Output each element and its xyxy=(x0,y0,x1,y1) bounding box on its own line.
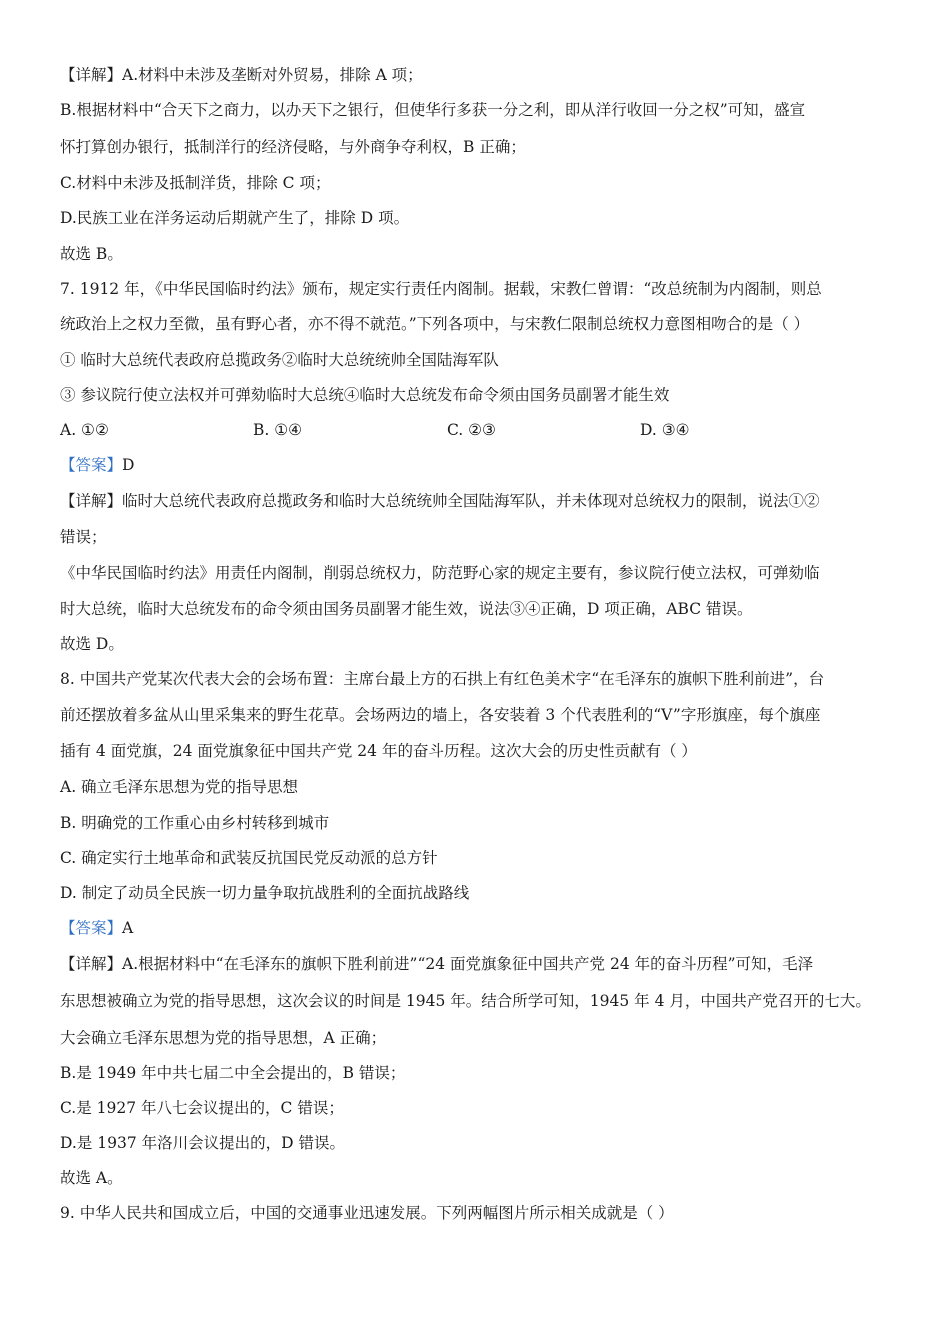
q8-option-b: B. 明确党的工作重心由乡村转移到城市 xyxy=(60,814,330,832)
q6-explanation-line xyxy=(60,64,900,86)
q7-explanation-line3: 《中华民国临时约法》用责任内阁制，削弱总统权力，防范野心家的规定主要有，参议院行使立法权，可弹劾临 xyxy=(60,564,820,582)
q7-explanation-line1 xyxy=(60,490,900,512)
q8-explanation-line4: B.是 1949 年中共七届二中全会提出的，B 错误； xyxy=(60,1064,406,1082)
q7-explanation-line4: 时大总统，临时大总统发布的命令须由国务员副署才能生效，说法③④正确，D 项正确，ABC 错误。 xyxy=(60,600,753,618)
q8-explanation-line1 xyxy=(60,953,900,975)
q8-option-c: C. 确定实行土地革命和武装反抗国民党反动派的总方针 xyxy=(60,849,438,867)
explanation-tag: 【详解】 xyxy=(60,492,123,510)
q7-option-a: A. ①② xyxy=(60,421,109,439)
q8-option-a: A. 确立毛泽东思想为党的指导思想 xyxy=(60,778,299,796)
q6-explanation-d: D.民族工业在洋务运动后期就产生了，排除 D 项。 xyxy=(60,209,410,227)
q8-stem-line2: 前还摆放着多盆从山里采集来的野生花草。会场两边的墙上，各安装着 3 个代表胜利的“V”字形旗座，每个旗座 xyxy=(60,706,821,724)
q8-stem-line3: 插有 4 面党旗，24 面党旗象征中国共产党 24 年的奋斗历程。这次大会的历史性贡献有（ ） xyxy=(60,742,697,760)
q8-explanation-line6: D.是 1937 年洛川会议提出的，D 错误。 xyxy=(60,1134,345,1152)
q7-option-d: D. ③④ xyxy=(640,421,690,439)
q7-explanation-line2: 错误； xyxy=(60,528,107,546)
explanation-tag: 【详解】 xyxy=(60,66,123,84)
explanation-tag: 【详解】 xyxy=(60,955,123,973)
q7-stem-line1: 7. 1912 年，《中华民国临时约法》颁布，规定实行责任内阁制。据载，宋教仁曾谓：“改总统制为内阁制，则总 xyxy=(60,280,822,298)
q8-conclusion: 故选 A。 xyxy=(60,1169,123,1187)
q7-option-c: C. ②③ xyxy=(447,421,496,439)
q8-answer-line xyxy=(60,917,900,939)
q7-conclusion: 故选 D。 xyxy=(60,635,124,653)
q7-option-b: B. ①④ xyxy=(253,421,303,439)
q8-explanation-line5: C.是 1927 年八七会议提出的，C 错误； xyxy=(60,1099,344,1117)
q7-explanation-text: 临时大总统代表政府总揽政务和临时大总统统帅全国陆海军队，并未体现对总统权力的限制，说法①② xyxy=(122,492,820,510)
q6-conclusion: 故选 B。 xyxy=(60,245,123,263)
q8-answer: A xyxy=(122,919,134,937)
q7-statements-line2: ③ 参议院行使立法权并可弹劾临时大总统④临时大总统发布命令须由国务员副署才能生效 xyxy=(60,386,670,404)
answer-tag: 【答案】 xyxy=(60,456,123,474)
q8-explanation-line2: 东思想被确立为党的指导思想，这次会议的时间是 1945 年。结合所学可知，1945 年 4 月，中国共产党召开的七大。 xyxy=(60,992,871,1010)
answer-tag: 【答案】 xyxy=(60,919,123,937)
q8-stem-line1: 8. 中国共产党某次代表大会的会场布置：主席台最上方的石拱上有红色美术字“在毛泽东的旗帜下胜利前进”，台 xyxy=(60,670,825,688)
q6-explanation-text: A.材料中未涉及垄断对外贸易，排除 A 项； xyxy=(122,66,423,84)
q6-explanation-c: C.材料中未涉及抵制洋货，排除 C 项； xyxy=(60,174,331,192)
q7-stem-line2: 统政治上之权力至微，虽有野心者，亦不得不就范。”下列各项中，与宋教仁限制总统权力意图相吻合的是（ ） xyxy=(60,315,810,333)
q8-option-d: D. 制定了动员全民族一切力量争取抗战胜利的全面抗战路线 xyxy=(60,884,470,902)
q6-explanation-b-line2: 怀打算创办银行，抵制洋行的经济侵略，与外商争夺利权，B 正确； xyxy=(60,138,526,156)
q9-stem-line1: 9. 中华人民共和国成立后，中国的交通事业迅速发展。下列两幅图片所示相关成就是（ ） xyxy=(60,1204,674,1222)
q8-explanation-line3: 大会确立毛泽东思想为党的指导思想，A 正确； xyxy=(60,1029,387,1047)
q6-explanation-b-line1: B.根据材料中“合天下之商力，以办天下之银行，但使华行多获一分之利，即从洋行收回一分之权”可知，盛宣 xyxy=(60,101,806,119)
q7-answer-line xyxy=(60,454,900,476)
q7-statements-line1: ① 临时大总统代表政府总揽政务②临时大总统统帅全国陆海军队 xyxy=(60,351,499,369)
q7-answer: D xyxy=(122,456,135,474)
q8-explanation-text: A.根据材料中“在毛泽东的旗帜下胜利前进”“24 面党旗象征中国共产党 24 年的奋斗历程”可知，毛泽 xyxy=(122,955,814,973)
